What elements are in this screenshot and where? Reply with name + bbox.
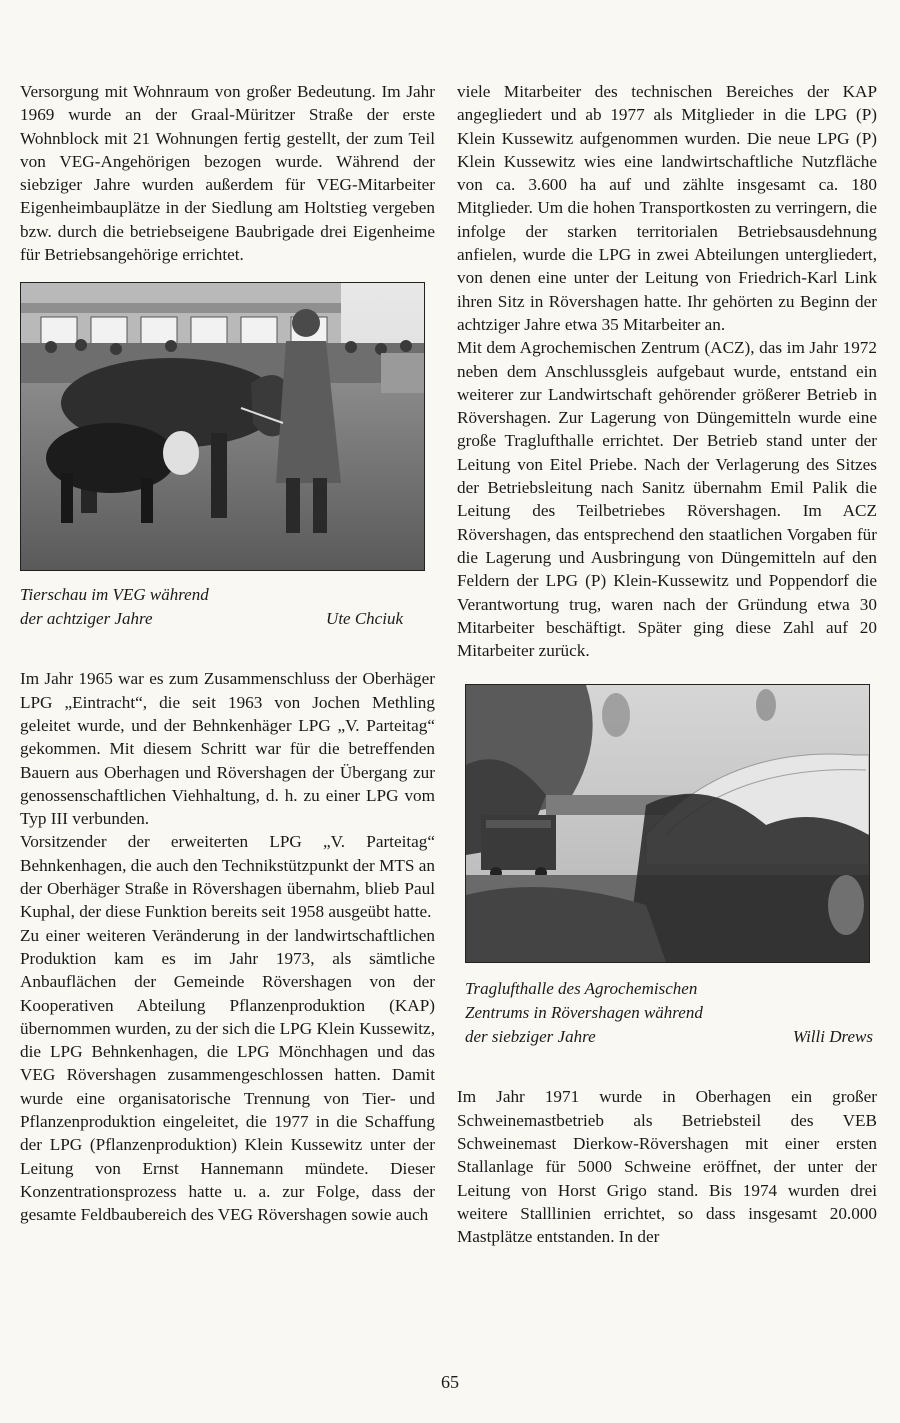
paragraph-lpg-merger: Im Jahr 1965 war es zum Zusammenschluss der Oberhäger LPG „Eintracht“, die seit 1963 von Jochen Methling geleitet wurde, und der Behnkenhäger LPG „V. Parteitag“ gekommen. Mit diesem Schritt war für die betreffenden Bauern aus Oberhagen und Rövershagen der Übergang zur genossenschaftlichen Viehhaltung, d. h. zu einer LPG vom Typ III verbunden. xyxy=(20,669,435,829)
photo-traglufthalle xyxy=(465,684,870,963)
caption-line: Zentrums in Rövershagen während xyxy=(465,1003,703,1023)
photo-traglufthalle-caption xyxy=(465,977,873,1049)
right-column xyxy=(457,80,877,1249)
caption-line: der achtziger Jahre xyxy=(20,609,153,629)
photo-tierschau-caption xyxy=(20,583,403,631)
paragraph-lpg-members: viele Mitarbeiter des technischen Bereiches der KAP angegliedert und ab 1977 als Mitglieder in die LPG (P) Klein Kussewitz aufgenommen wurden. Die neue LPG (P) Klein Kussewitz wies eine landwirtschaftliche Nutzfläche von ca. 3.600 ha auf und zählte insgesamt ca. 180 Mitglieder. Um die hohen Transportkosten zu verringern, die infolge der starken territorialen Betriebsausdehnung anfielen, wurde die LPG in zwei Abteilungen untergliedert, von denen eine unter der Leitung von Friedrich-Karl Link ihren Sitz in Rövershagen hatte. Ihr gehörten zu Beginn der achtziger Jahre etwa 35 Mitarbeiter an. xyxy=(457,82,877,334)
photo-credit: Willi Drews xyxy=(792,1027,873,1047)
photo-tierschau-image xyxy=(21,283,424,570)
photo-traglufthalle-image xyxy=(466,685,869,962)
caption-line: der siebziger Jahre xyxy=(465,1027,596,1047)
caption-line: Tierschau im VEG während xyxy=(20,585,209,605)
paragraph-acz: Mit dem Agrochemischen Zentrum (ACZ), das im Jahr 1972 neben dem Anschlussgleis aufgebaut wurde, entstand ein weiterer zur Landwirtschaft gehörender größerer Betrieb in Rövershagen. Zur Lagerung von Düngemitteln wurde eine große Traglufthalle errichtet. Der Betrieb stand unter der Leitung von Eitel Priebe. Nach der Verlagerung des Sitzes der Betriebsleitung nach Sanitz übernahm Emil Palik die Leitung des Teilbetriebes Rövershagen. Im ACZ Rövershagen, das entsprechend den staatlichen Vorgaben für die Lagerung und Ausbringung von Düngemitteln auf den Feldern der LPG (P) Klein-Kussewitz und Poppendorf die Verantwortung trug, waren nach der Gründung etwa 30 Mitarbeiter beschäftigt. Später ging diese Zahl auf 20 Mitarbeiter zurück. xyxy=(457,338,877,661)
left-column xyxy=(20,80,435,1227)
paragraph-housing: Versorgung mit Wohnraum von großer Bedeutung. Im Jahr 1969 wurde an der Graal-Müritzer Straße der erste Wohnblock mit 21 Wohnungen fertig gestellt, der zum Teil von VEG-Angehörigen bezogen wurde. Während der siebziger Jahre wurden außerdem für VEG-Mitarbeiter Eigenheimbauplätze in der Siedlung am Holtstieg vergeben bzw. durch die betriebseigene Baubrigade drei Eigenheime für Betriebsangehörige errichtet. xyxy=(20,82,435,265)
paragraph-schweinemast: Im Jahr 1971 wurde in Oberhagen ein großer Schweinemastbetrieb als Betriebsteil des VEB Schweinemast Dierkow-Rövershagen mit einer ersten Stallanlage für 5000 Schweine eröffnet, der unter der Leitung von Horst Grigo stand. Bis 1974 wurden drei weitere Stalllinien errichtet, so dass insgesamt 20.000 Mastplätze entstanden. In der xyxy=(457,1087,877,1247)
page-number: 65 xyxy=(441,1372,459,1392)
photo-tierschau xyxy=(20,282,425,571)
paragraph-chairman: Vorsitzender der erweiterten LPG „V. Parteitag“ Behnkenhagen, die auch den Technikstützpunkt der MTS an der Oberhäger Straße in Rövershagen übernahm, blieb Paul Kuphal, der diese Funktion bereits seit 1958 ausgeübt hatte. xyxy=(20,832,435,922)
caption-line: Traglufthalle des Agrochemischen xyxy=(465,979,698,999)
paragraph-kap: Zu einer weiteren Veränderung in der landwirtschaftlichen Produktion kam es im Jahr 1973, als sämtliche Anbauflächen der Gemeinde Rövershagen von der Kooperativen Abteilung Pflanzenproduktion (KAP) übernommen wurden, zu der sich die LPG Klein Kussewitz, die LPG Behnkenhagen, die LPG Mönchhagen und das VEG Rövershagen zusammengeschlossen hatten. Damit wurde eine organisatorische Trennung von Tier- und Pflanzenproduktion eingeleitet, die 1977 in die Schaffung der LPG (Pflanzenproduktion) Klein Kussewitz unter der Leitung von Ernst Hannemann mündete. Dieser Konzentrationsprozess hatte u. a. zur Folge, dass der gesamte Feldbaubereich des VEG Rövershagen sowie auch xyxy=(20,925,435,1225)
photo-credit: Ute Chciuk xyxy=(326,609,403,629)
